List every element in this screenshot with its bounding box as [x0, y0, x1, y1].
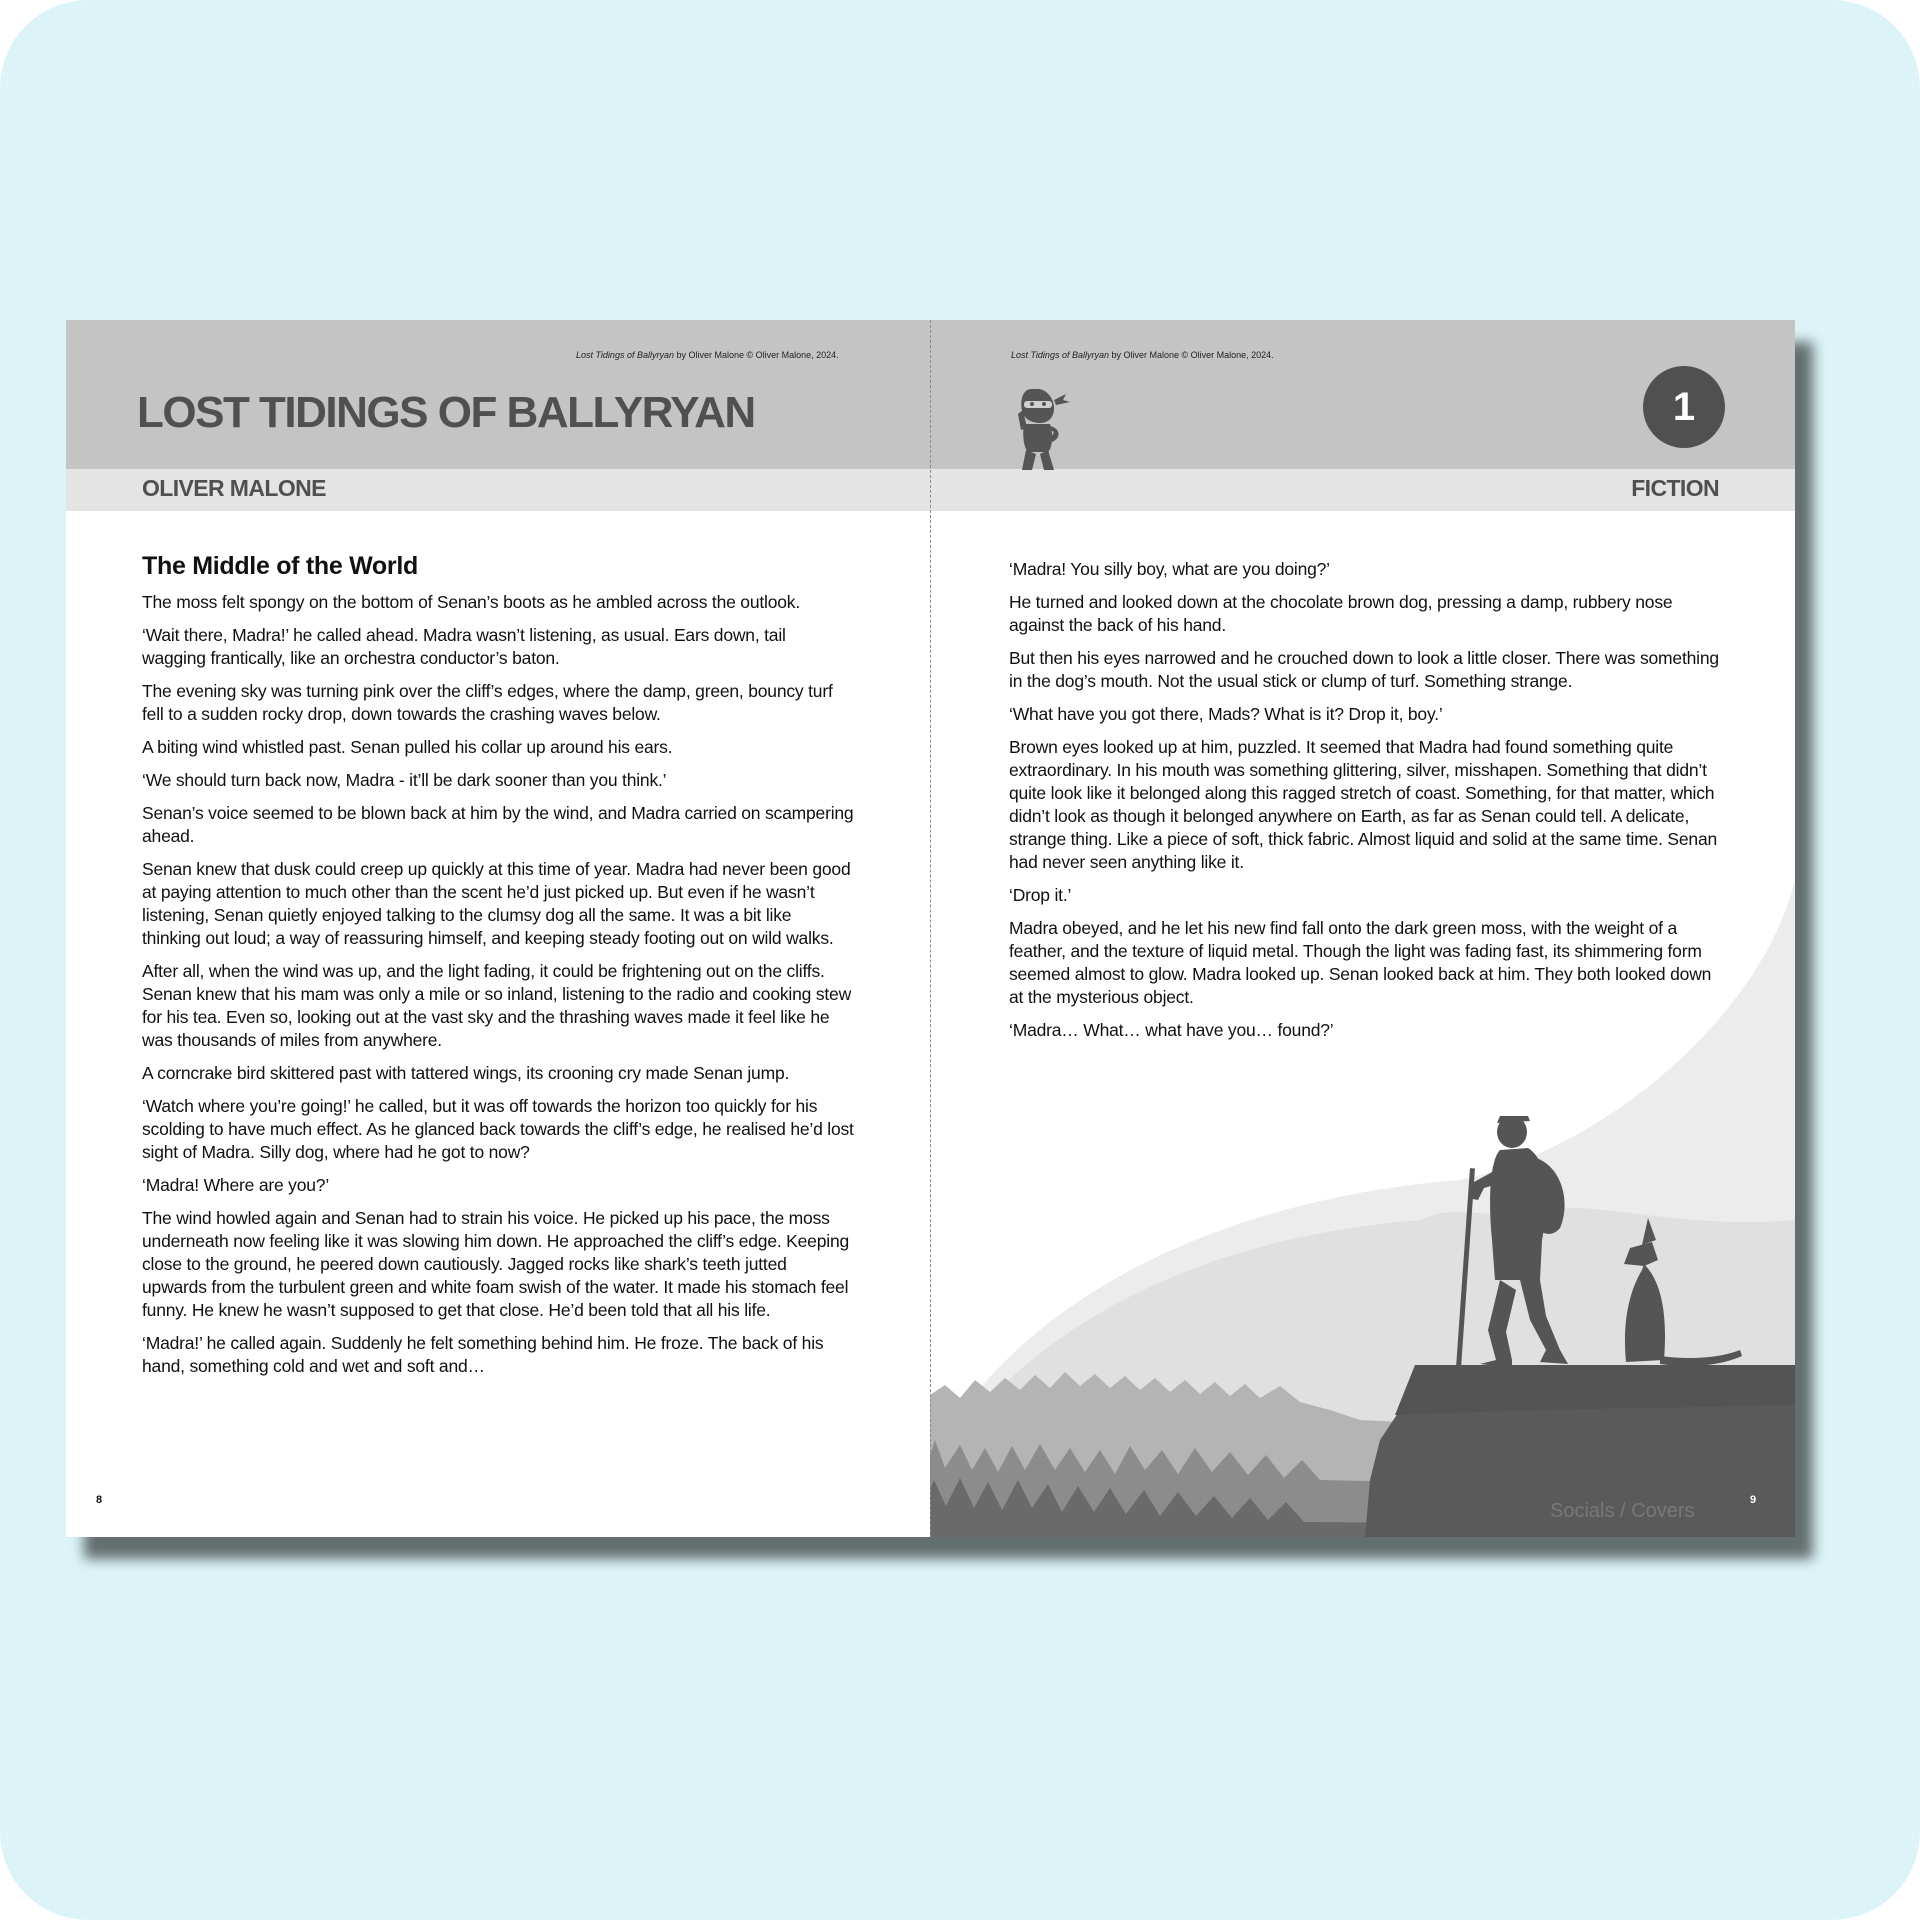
paragraph: ‘What have you got there, Mads? What is it? Drop it, boy.’: [1009, 704, 1443, 724]
paragraph: ‘Madra! Where are you?’: [142, 1175, 330, 1195]
paragraph: The moss felt spongy on the bottom of Senan’s boots as he ambled across the outlook.: [142, 592, 801, 612]
page-number: 9: [1750, 1494, 1757, 1506]
paragraph: ‘Wait there, Madra!’ he called ahead. Madra wasn’t listening, as usual. Ears down, tail wagging frantically, like an orchestra conductor’s baton.: [142, 625, 786, 668]
ninja-mascot-icon: [1010, 386, 1082, 470]
copyright-title: Lost Tidings of Ballyryan: [1011, 350, 1109, 360]
copyright-line: [576, 350, 839, 360]
watermark-text: Socials / Covers: [1550, 1500, 1695, 1522]
paragraph: ‘Madra!’ he called again. Suddenly he felt something behind him. He froze. The back of his hand, something cold and wet and soft and…: [142, 1333, 824, 1376]
paragraph: ‘Madra! You silly boy, what are you doing?’: [1009, 559, 1330, 579]
left-body-text: [142, 552, 854, 1388]
category-label: FICTION: [1631, 475, 1719, 501]
copyright-title: Lost Tidings of Ballyryan: [576, 350, 674, 360]
book-spread: [66, 320, 1795, 1537]
copyright-text: by Oliver Malone © Oliver Malone, 2024.: [673, 350, 839, 360]
copyright-text: by Oliver Malone © Oliver Malone, 2024.: [1108, 350, 1274, 360]
chapter-number-badge: 1: [1643, 366, 1725, 448]
paragraph: ‘We should turn back now, Madra - it’ll be dark sooner than you think.’: [142, 770, 667, 790]
paragraph: A biting wind whistled past. Senan pulled his collar up around his ears.: [142, 737, 673, 757]
paragraph: Senan’s voice seemed to be blown back at him by the wind, and Madra carried on scampering ahead.: [142, 803, 854, 846]
paragraph: But then his eyes narrowed and he crouched down to look a little closer. There was something in the dog’s mouth. Not the usual stick or clump of turf. Something strange.: [1009, 648, 1719, 691]
copyright-line: [1011, 350, 1274, 360]
paragraph: Brown eyes looked up at him, puzzled. It seemed that Madra had found something quite extraordinary. In his mouth was something glittering, silver, misshapen. Something that didn’t quite look like it belonged along this ragged stretch of coast. Something, for that matter, which didn’t look as though it belonged anywhere on Earth, as far as Senan could tell. A delicate, strange thing. Like a piece of soft, thick fabric. Almost liquid and solid at the same time. Senan had never seen anything like it.: [1009, 737, 1718, 872]
author-name: OLIVER MALONE: [142, 475, 326, 501]
paragraph: ‘Drop it.’: [1009, 885, 1072, 905]
paragraph: Senan knew that dusk could creep up quickly at this time of year. Madra had never been good at paying attention to much other than the scent he’d just picked up. But even if he wasn’t listening, Senan quietly enjoyed talking to the clumsy dog all the same. It was a bit like thinking out loud; a way of reassuring himself, and keeping steady footing out on wild walks.: [142, 859, 851, 948]
paragraph: A corncrake bird skittered past with tattered wings, its crooning cry made Senan jump.: [142, 1063, 790, 1083]
right-page: [930, 320, 1795, 1537]
paragraph: Madra obeyed, and he let his new find fall onto the dark green moss, with the weight of a feather, and the texture of liquid metal. Though the light was fading fast, its shimmering form seemed almost to glow. Madra looked up. Senan looked back at him. They both looked down at the mysterious object.: [1009, 918, 1712, 1007]
left-page: [66, 320, 930, 1537]
paragraph: ‘Watch where you’re going!’ he called, but it was off towards the horizon too quickly for his scolding to have much effect. As he glanced back towards the cliff’s edge, he realised he’d lost sight of Madra. Silly dog, where had he got to now?: [142, 1096, 854, 1162]
story-heading: The Middle of the World: [142, 552, 418, 580]
right-body-text: [1009, 558, 1725, 1052]
paragraph: The wind howled again and Senan had to strain his voice. He picked up his pace, the moss underneath now feeling like it was slowing him down. He approached the cliff’s edge. Keeping close to the ground, he peered down cautiously. Jagged rocks like shark’s teeth jutted upwards from the turbulent green and white foam swish of the water. It made his stomach feel funny. He knew he wasn’t supposed to get that close. He’d been told that all his life.: [142, 1208, 850, 1320]
page-number: 8: [96, 1494, 103, 1506]
paragraph: The evening sky was turning pink over the cliff’s edges, where the damp, green, bouncy turf fell to a sudden rocky drop, down towards the crashing waves below.: [142, 681, 833, 724]
paragraph: He turned and looked down at the chocolate brown dog, pressing a damp, rubbery nose against the back of his hand.: [1009, 592, 1673, 635]
book-title: LOST TIDINGS OF BALLYRYAN: [137, 388, 755, 437]
page-spine-divider: [930, 320, 931, 1537]
paragraph: ‘Madra… What… what have you… found?’: [1009, 1020, 1334, 1040]
paragraph: After all, when the wind was up, and the light fading, it could be frightening out on the cliffs. Senan knew that his mam was only a mile or so inland, listening to the radio and cooking stew for his tea. Even so, looking out at the vast sky and the thrashing waves made it feel like he was thousands of miles from anywhere.: [142, 961, 852, 1050]
